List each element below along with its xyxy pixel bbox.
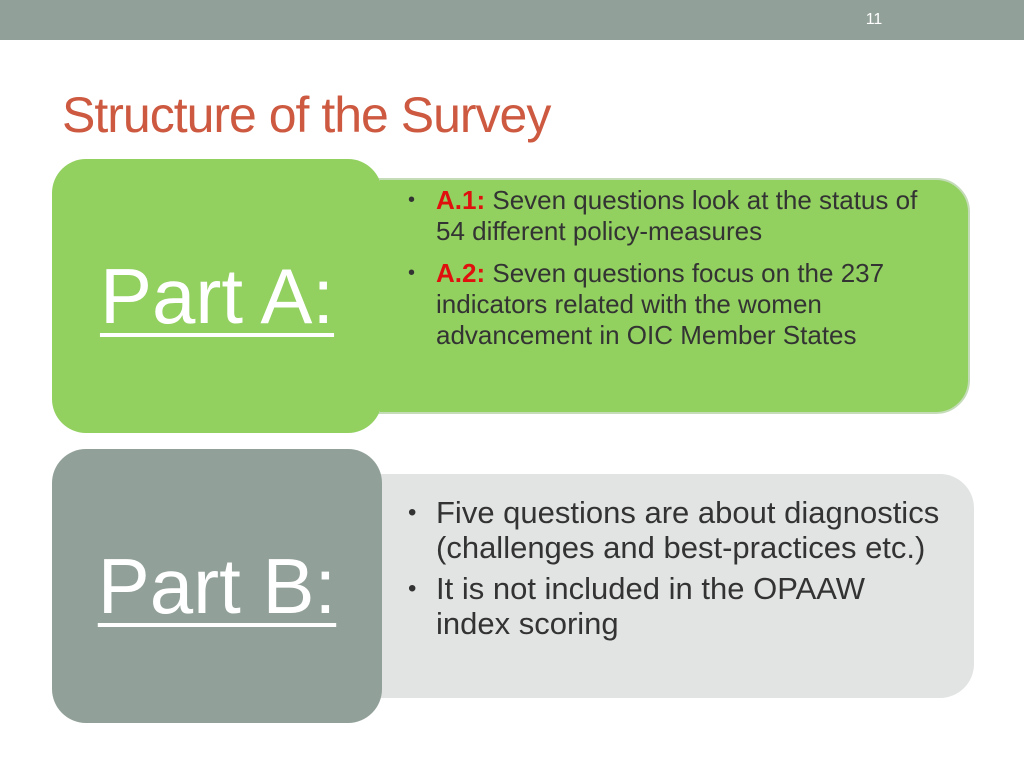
top-bar: [0, 0, 1024, 40]
bullet-item: [406, 571, 946, 641]
slide-number: 11: [865, 11, 883, 28]
bullet-key: A.2:: [436, 258, 486, 288]
bullet-icon: •: [408, 189, 416, 211]
bullet-key: A.1:: [436, 185, 486, 215]
bullet-item: [406, 185, 946, 247]
bullet-text: Five questions are about diagnostics (challenges and best-practices etc.): [436, 495, 940, 565]
bullet-text: Seven questions look at the status of 54 different policy-measures: [436, 185, 918, 246]
part-a-label: Part A:: [99, 251, 335, 340]
part-b-bullet-list: [406, 495, 946, 641]
bullet-item: [406, 495, 946, 565]
bullet-icon: •: [408, 262, 416, 284]
bullet-item: [406, 258, 946, 351]
slide-title: Structure of the Survey: [62, 87, 551, 143]
part-a-block: [52, 159, 382, 433]
bullet-text: It is not included in the OPAAW index scoring: [436, 571, 866, 641]
part-b-block: [52, 449, 382, 723]
part-a-bullet-list: [406, 185, 946, 351]
bullet-icon: •: [408, 575, 417, 602]
part-b-label: Part B:: [97, 541, 337, 630]
bullet-text: Seven questions focus on the 237 indicators related with the women advancement in OIC Member States: [436, 258, 885, 350]
bullet-icon: •: [408, 499, 417, 526]
